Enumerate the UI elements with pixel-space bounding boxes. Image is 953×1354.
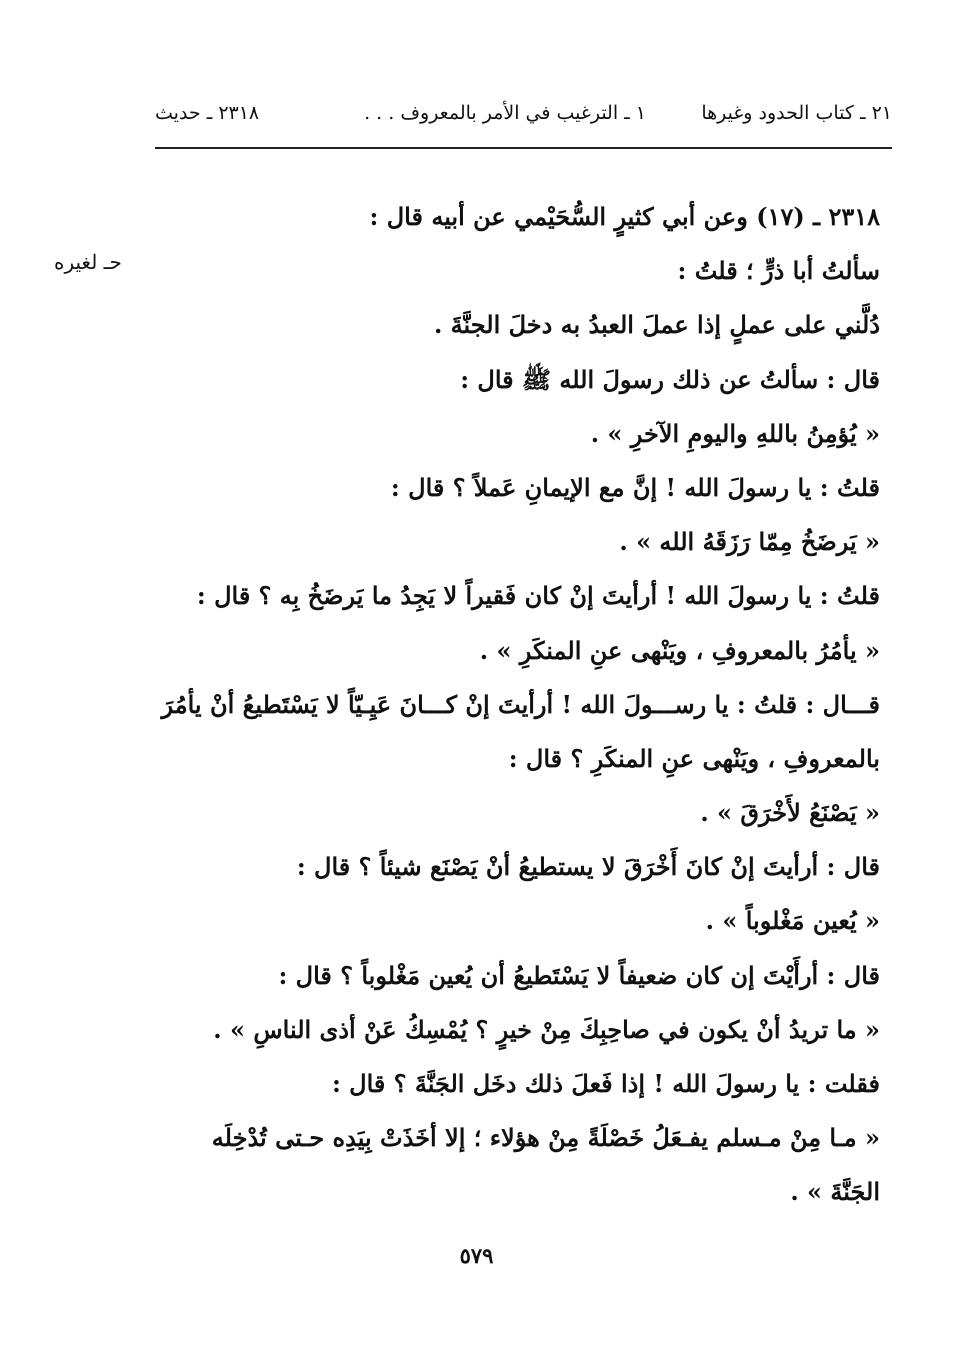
text-line: « يُعين مَغْلوباً » . — [705, 906, 880, 936]
hadith-text — [140, 190, 880, 1220]
text-line: قال : أرأَيْتَ إن كان ضعيفاً لا يَسْتَطيعُ أن يُعين مَغْلوباً ؟ قال : — [278, 960, 880, 990]
text-line: سألتُ أبا ذرٍّ ؛ قلتُ : — [677, 256, 880, 286]
text-line: قلتُ : يا رسولَ الله ! أرأيتَ إنْ كان فَقيراً لا يَجِدُ ما يَرضَخُ بِه ؟ قال : — [196, 581, 880, 611]
text-line: « يَرضَخُ مِمّا رَزَقَهُ الله » . — [619, 527, 880, 557]
page-number: ٥٧٩ — [459, 1243, 494, 1268]
text-line: فقلت : يا رسولَ الله ! إذا فَعلَ ذلك دخَل الجَنَّةَ ؟ قال : — [331, 1069, 880, 1098]
text-line: « يَصْنَعُ لأَخْرَقَ » . — [700, 798, 880, 828]
header-hadith-ref: ٢٣١٨ ـ حديث — [155, 102, 260, 124]
text-line: قلتُ : يا رسولَ الله ! إنَّ مع الإيمانِ عَملاً ؟ قال : — [390, 472, 880, 502]
text-line: « ما تريدُ أنْ يكون في صاحِبِكَ مِنْ خيرٍ ؟ يُمْسِكُ عَنْ أذى الناسِ » . — [213, 1014, 880, 1044]
header-section: ١ ـ الترغيب في الأمر بالمعروف . . . — [364, 102, 646, 124]
text-line: ٢٣١٨ ـ (١٧) وعن أبي كثيرٍ السُّحَيْمي عن أبيه قال : — [369, 202, 880, 231]
text-line: قـــال : قلتُ : يا رســـولَ الله ! أرأيتَ إنْ كـــانَ عَيِـيّاً لا يَسْتَطيعُ أنْ يأمُرَ — [161, 689, 880, 719]
header-chapter: ٢١ ـ كتاب الحدود وغيرها — [701, 102, 892, 124]
margin-grading-note: حـ لغيره — [54, 250, 122, 274]
text-line: قال : سألتُ عن ذلك رسولَ الله ﷺ قال : — [460, 364, 880, 394]
header-rule — [155, 147, 892, 149]
text-line: بالمعروفِ ، ويَنْهى عنِ المنكَرِ ؟ قال : — [508, 743, 880, 773]
text-line: « يُؤمِنُ باللهِ واليومِ الآخرِ » . — [590, 418, 880, 448]
running-header — [155, 102, 892, 136]
text-line: قال : أرأيتَ إنْ كانَ أَخْرَقَ لا يستطيعُ أنْ يَصْنَع شيئاً ؟ قال : — [296, 852, 880, 882]
text-line: « مـا مِنْ مـسلم يفـعَلُ خَصْلَةً مِنْ هؤلاء ؛ إلا أخَذَتْ بِيَدِه حـتى تُدْخِلَه — [211, 1123, 880, 1153]
text-line: دُلَّني على عملٍ إذا عملَ العبدُ به دخلَ الجنَّةَ . — [433, 310, 880, 340]
text-line: الجَنَّةَ » . — [790, 1177, 880, 1207]
text-line: « يأمُرُ بالمعروفِ ، ويَنْهى عنِ المنكَرِ » . — [479, 635, 880, 665]
